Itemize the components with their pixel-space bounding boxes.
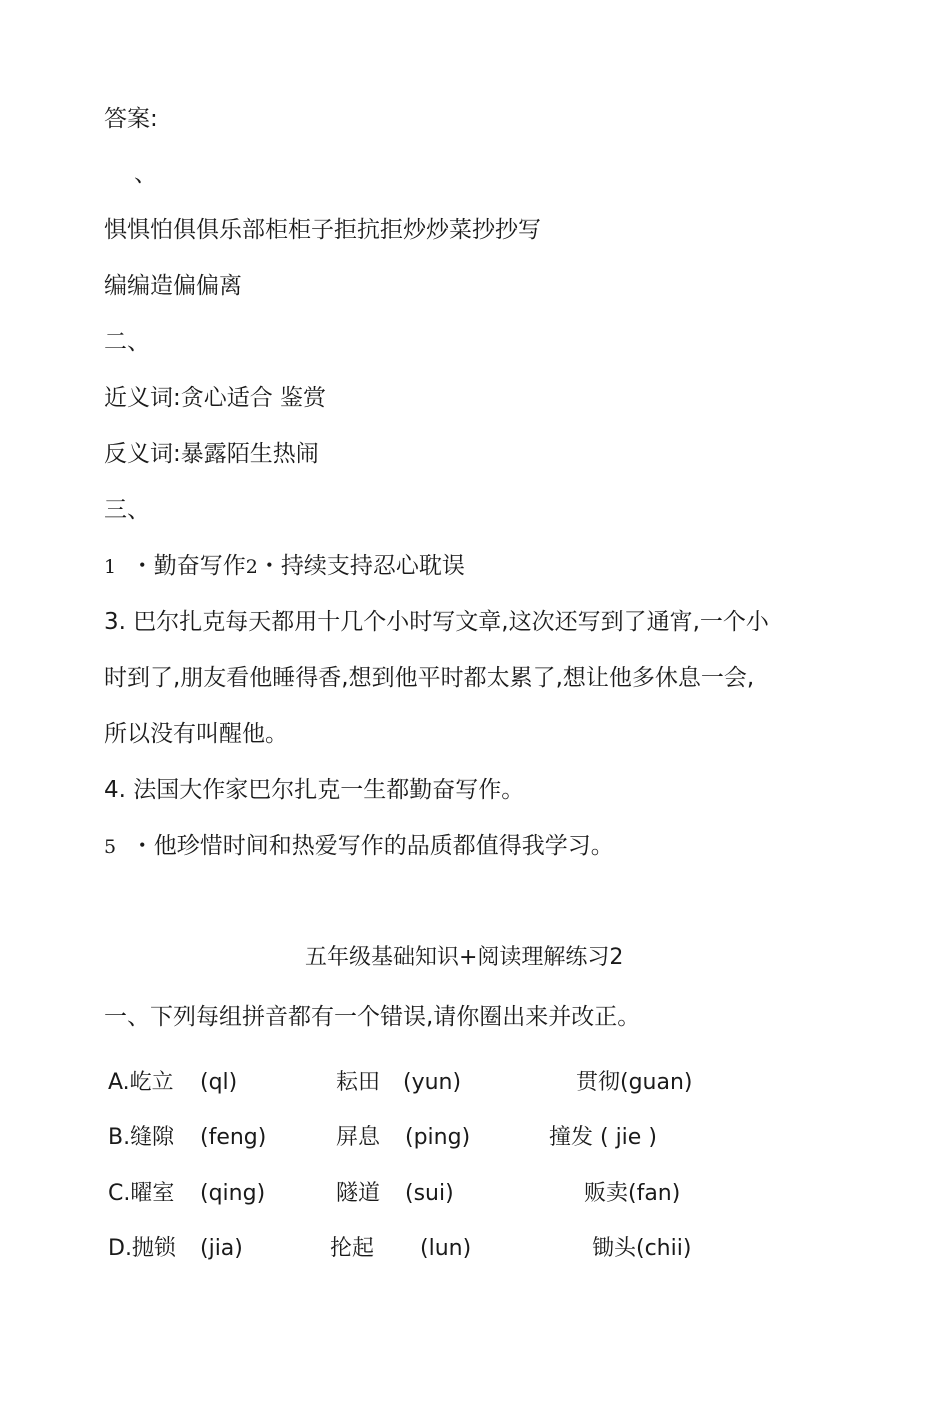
row-b-pinyin2: (ping) xyxy=(405,1125,471,1150)
answer-item-5 xyxy=(104,830,614,863)
section2-heading: 二、 xyxy=(104,329,150,355)
answer-item-3-line1: 3. 巴尔扎克每天都用十几个小时写文章,这次还写到了通宵,一个小 xyxy=(104,609,769,635)
answer-item-3-line2: 时到了,朋友看他睡得香,想到他平时都太累了,想让他多休息一会, xyxy=(104,665,755,691)
row-d-pinyin2: (lun) xyxy=(420,1236,472,1261)
item5-text: ・他珍惜时间和热爱写作的品质都值得我学习。 xyxy=(130,833,614,859)
row-b-word1: B.缝隙 xyxy=(108,1125,175,1150)
section1-mark: 、 xyxy=(134,161,157,187)
row-c-word2: 隧道 xyxy=(336,1181,381,1206)
item2-number: 2 xyxy=(245,556,258,578)
question-1: 一、下列每组拼音都有一个错误,请你圈出来并改正。 xyxy=(104,1004,641,1030)
synonyms-line: 近义词:贪心适合 鉴赏 xyxy=(104,385,327,411)
row-a-word2: 耘田 xyxy=(336,1070,381,1095)
row-d-word1: D.抛锁 xyxy=(108,1236,176,1261)
answers-heading: 答案: xyxy=(104,106,158,132)
antonyms-line: 反义词:暴露陌生热闹 xyxy=(104,441,319,467)
row-a-pinyin1: (ql) xyxy=(200,1070,238,1095)
answer-item-4: 4. 法国大作家巴尔扎克一生都勤奋写作。 xyxy=(104,777,525,803)
row-d-word3: 锄头(chii) xyxy=(592,1236,692,1261)
row-d-word2: 抡起 xyxy=(330,1236,375,1261)
row-b-pinyin1: (feng) xyxy=(200,1125,267,1150)
row-a-word3: 贯彻(guan) xyxy=(576,1070,693,1095)
answer-item-1-2 xyxy=(104,550,465,583)
row-a-word1: A.屹立 xyxy=(108,1070,174,1095)
row-c-word3: 贩卖(fan) xyxy=(584,1181,681,1206)
item2-text: ・持续支持忍心耽误 xyxy=(257,553,465,579)
row-b-word3: 撞发 ( jie ) xyxy=(549,1125,657,1150)
section1-line1: 惧惧怕俱俱乐部柜柜子拒抗拒炒炒菜抄抄写 xyxy=(104,217,541,243)
row-a-pinyin2: (yun) xyxy=(403,1070,462,1095)
item1-number: 1 xyxy=(104,556,117,578)
row-c-pinyin1: (qing) xyxy=(200,1181,266,1206)
section3-heading: 三、 xyxy=(104,497,150,523)
item5-number: 5 xyxy=(104,836,117,858)
answer-item-3-line3: 所以没有叫醒他。 xyxy=(104,721,288,747)
section1-line2: 编编造偏偏离 xyxy=(104,273,242,299)
row-c-word1: C.曜室 xyxy=(108,1181,175,1206)
exercise-title: 五年级基础知识+阅读理解练习2 xyxy=(305,945,624,970)
row-c-pinyin2: (sui) xyxy=(405,1181,454,1206)
row-d-pinyin1: (jia) xyxy=(200,1236,243,1261)
item1-text: ・勤奋写作 xyxy=(130,553,246,579)
row-b-word2: 屏息 xyxy=(336,1125,381,1150)
